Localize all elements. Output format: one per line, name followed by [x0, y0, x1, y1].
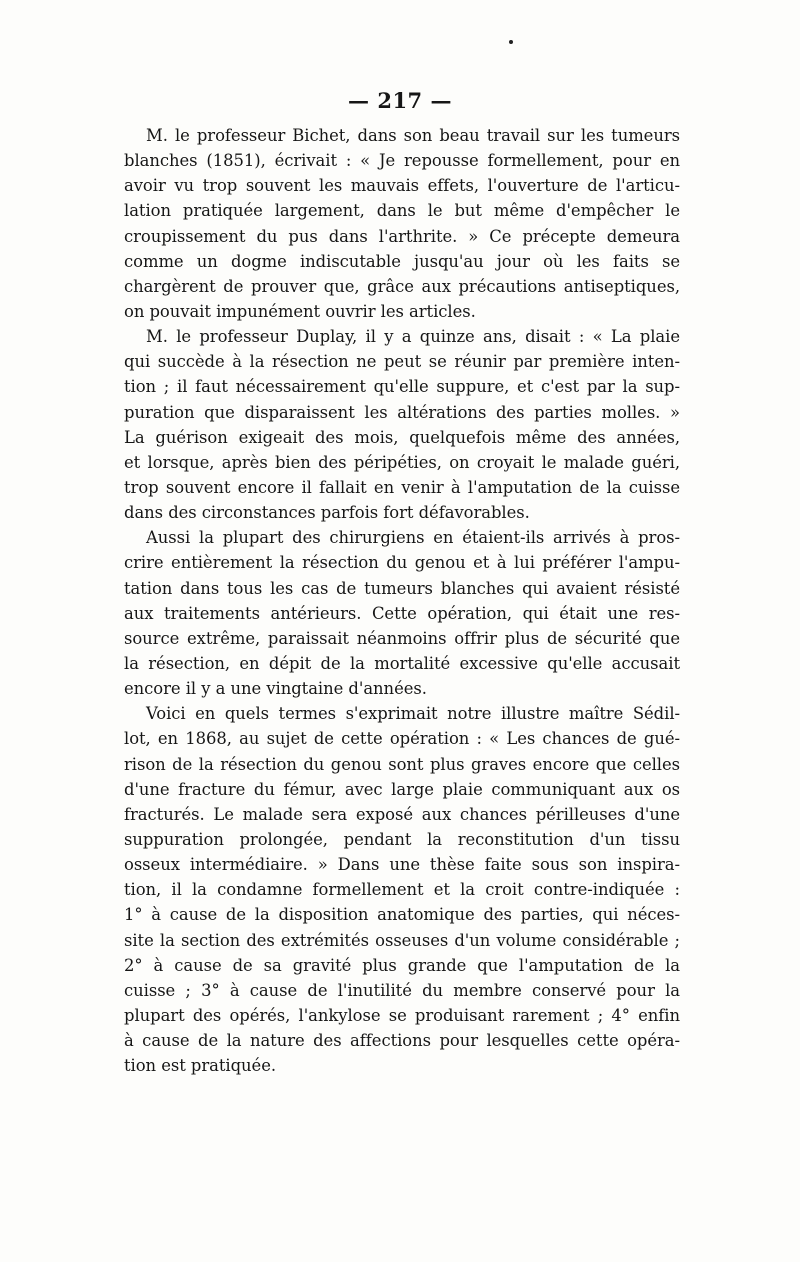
- text-line: source extrême, paraissait néanmoins offrir plus de sécurité que: [124, 628, 680, 648]
- text-line: plupart des opérés, l'ankylose se produisant rarement ; 4° enfin: [124, 1005, 680, 1025]
- body-text: [124, 123, 680, 1078]
- text-line: trop souvent encore il fallait en venir à l'amputation de la cuisse: [124, 477, 680, 497]
- text-line: encore il y a une vingtaine d'années.: [124, 679, 427, 699]
- text-line: tation dans tous les cas de tumeurs blanches qui avaient résisté: [124, 578, 680, 598]
- text-line: puration que disparaissent les altérations des parties molles. »: [124, 402, 680, 422]
- text-line: aux traitements antérieurs. Cette opération, qui était une res-: [124, 603, 680, 623]
- text-line: lot, en 1868, au sujet de cette opération : « Les chances de gué-: [124, 729, 680, 749]
- text-line: chargèrent de prouver que, grâce aux précautions antiseptiques,: [124, 276, 680, 296]
- text-line: fracturés. Le malade sera exposé aux chances périlleuses d'une: [124, 804, 680, 824]
- text-line: Aussi la plupart des chirurgiens en étaient-ils arrivés à pros-: [146, 528, 680, 548]
- text-line: dans des circonstances parfois fort défavorables.: [124, 503, 530, 523]
- text-line: crire entièrement la résection du genou et à lui préférer l'ampu-: [124, 553, 680, 573]
- text-line: tion est pratiquée.: [124, 1056, 277, 1076]
- text-line: suppuration prolongée, pendant la reconstitution d'un tissu: [124, 829, 680, 849]
- text-line: qui succède à la résection ne peut se réunir par première inten-: [124, 352, 680, 372]
- text-line: lation pratiquée largement, dans le but même d'empêcher le: [124, 201, 680, 221]
- text-line: rison de la résection du genou sont plus graves encore que celles: [124, 754, 680, 774]
- text-line: Voici en quels termes s'exprimait notre illustre maître Sédil-: [146, 704, 680, 724]
- text-line: avoir vu trop souvent les mauvais effets, l'ouverture de l'articu-: [124, 176, 680, 196]
- text-line: comme un dogme indiscutable jusqu'au jour où les faits se: [124, 251, 680, 271]
- text-line: 1° à cause de la disposition anatomique des parties, qui néces-: [124, 905, 680, 925]
- text-line: tion ; il faut nécessairement qu'elle suppure, et c'est par la sup-: [124, 377, 680, 397]
- page-number: — 217 —: [348, 88, 452, 113]
- text-line: on pouvait impunément ouvrir les articles.: [124, 301, 476, 321]
- text-line: croupissement du pus dans l'arthrite. » Ce précepte demeura: [124, 226, 680, 246]
- ink-dot: [509, 40, 513, 44]
- text-line: site la section des extrémités osseuses d'un volume considérable ;: [124, 930, 680, 950]
- text-line: La guérison exigeait des mois, quelquefois même des années,: [124, 427, 680, 447]
- text-line: 2° à cause de sa gravité plus grande que l'amputation de la: [124, 955, 680, 975]
- text-line: osseux intermédiaire. » Dans une thèse faite sous son inspira-: [124, 855, 680, 875]
- text-line: cuisse ; 3° à cause de l'inutilité du membre conservé pour la: [124, 980, 680, 1000]
- text-line: M. le professeur Bichet, dans son beau travail sur les tumeurs: [146, 126, 680, 145]
- text-line: la résection, en dépit de la mortalité excessive qu'elle accusait: [124, 653, 680, 673]
- text-line: et lorsque, après bien des péripéties, on croyait le malade guéri,: [124, 452, 680, 472]
- text-line: d'une fracture du fémur, avec large plaie communiquant aux os: [124, 779, 680, 799]
- text-line: M. le professeur Duplay, il y a quinze ans, disait : « La plaie: [146, 327, 680, 347]
- text-line: tion, il la condamne formellement et la croit contre-indiquée :: [124, 880, 680, 900]
- text-line: à cause de la nature des affections pour lesquelles cette opéra-: [124, 1031, 680, 1051]
- text-line: blanches (1851), écrivait : « Je repousse formellement, pour en: [124, 151, 680, 171]
